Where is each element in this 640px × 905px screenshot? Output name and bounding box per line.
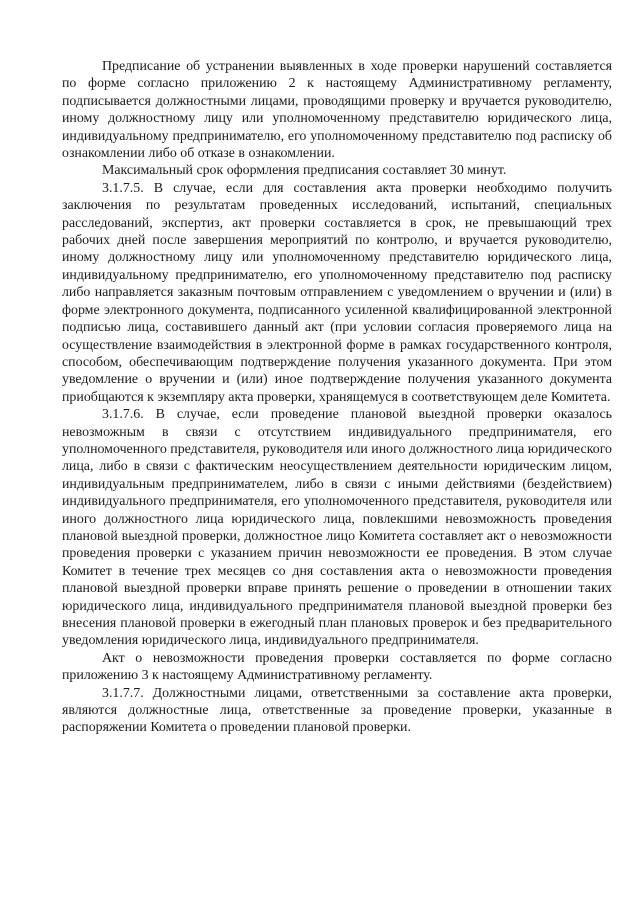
paragraph-impossibility-act: Акт о невозможности проведения проверки составляется по форме согласно приложению 3 к настоящему Административному регламенту. (62, 650, 612, 684)
paragraph-3-1-7-5: 3.1.7.5. В случае, если для составления акта проверки необходимо получить заключения по результатам проведенных исследований, испытаний, специальных расследований, экспертиз, акт проверки составляется в срок, не превышающий трех рабочих дней после завершения мероприятий по контролю, и вручается руководителю, иному должностному лицу или уполномоченному представителю юридического лица, индивидуальному предпринимателю, его уполномоченному представителю под расписку либо направляется заказным почтовым отправлением с уведомлением о вручении и (или) в форме электронного документа, подписанного усиленной квалифицированной электронной подписью лица, составившего данный акт (при условии согласия проверяемого лица на осуществление взаимодействия в электронной форме в рамках государственного контроля, способом, обеспечивающим подтверждение получения указанного документа. При этом уведомление о вручении и (или) иное подтверждение получения указанного документа приобщаются к экземпляру акта проверки, хранящемуся в соответствующем деле Комитета. (62, 180, 612, 405)
document-body (62, 58, 612, 737)
paragraph-3-1-7-7: 3.1.7.7. Должностными лицами, ответственными за составление акта проверки, являются должностные лица, ответственные за проведение проверки, указанные в распоряжении Комитета о проведении плановой проверки. (62, 685, 612, 736)
paragraph-prescription: Предписание об устранении выявленных в ходе проверки нарушений составляется по форме согласно приложению 2 к настоящему Административному регламенту, подписывается должностными лицами, проводящими проверку и вручается руководителю, иному должностному лицу или уполномоченному представителю юридического лица, индивидуальному предпринимателю, его уполномоченному представителю под расписку об ознакомлении либо об отказе в ознакомлении. (62, 59, 612, 162)
paragraph-3-1-7-6: 3.1.7.6. В случае, если проведение плановой выездной проверки оказалось невозможным в связи с отсутствием индивидуального предпринимателя, его уполномоченного представителя, руководителя или иного должностного лица юридического лица, либо в связи с фактическим неосуществлением деятельности юридическим лицом, индивидуальным предпринимателем, либо в связи с иными действиями (бездействием) индивидуального предпринимателя, его уполномоченного представителя, руководителя или иного должностного лица юридического лица, повлекшими невозможность проведения плановой выездной проверки, должностное лицо Комитета составляет акт о невозможности проведения проверки с указанием причин невозможности ее проведения. В этом случае Комитет в течение трех месяцев со дня составления акта о невозможности проведения плановой выездной проверки вправе принять решение о проведении в отношении таких юридического лица, индивидуального предпринимателя плановой выездной проверки без внесения плановой проверки в ежегодный план плановых проверок и без предварительного уведомления юридического лица, индивидуального предпринимателя. (62, 407, 612, 649)
paragraph-max-term: Максимальный срок оформления предписания составляет 30 минут. (102, 163, 507, 179)
